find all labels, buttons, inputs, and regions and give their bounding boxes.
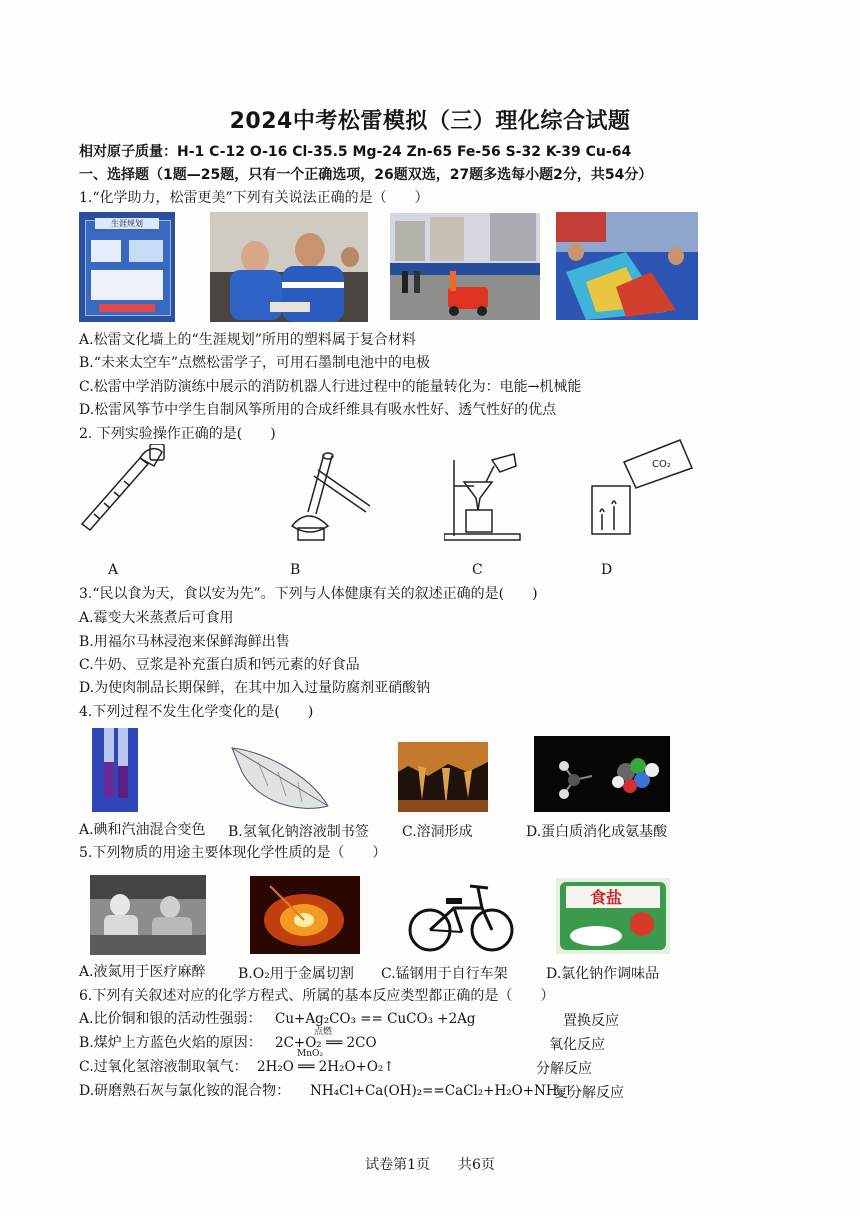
q4-photo-iodine bbox=[92, 728, 138, 812]
q1-option-d: D.松雷风筝节中学生自制风筝所用的合成纤维具有吸水性好、透气性好的优点 bbox=[79, 402, 557, 418]
q2-label-a: A bbox=[108, 562, 119, 578]
q1-photo-fire-drill bbox=[390, 213, 540, 320]
q4-photo-leaf bbox=[228, 742, 332, 816]
q1-option-b: B.“未来太空车”点燃松雷学子，可用石墨制电池中的电极 bbox=[79, 355, 431, 371]
q2-diagram-a bbox=[76, 444, 168, 536]
q2-diagram-c bbox=[444, 446, 524, 542]
q1-photo-kites bbox=[556, 212, 698, 320]
q3-stem: 3.“民以食为天，食以安为先”。下列与人体健康有关的叙述正确的是( ) bbox=[79, 586, 538, 602]
q5-photo-surgery bbox=[90, 875, 206, 955]
q6-row-c-desc: C.过氧化氢溶液制取氧气： bbox=[79, 1059, 248, 1075]
q2-diagram-b bbox=[284, 452, 370, 544]
q6-row-d-type: 复分解反应 bbox=[554, 1085, 624, 1101]
q3-option-b: B.用福尔马林浸泡来保鲜海鲜出售 bbox=[79, 634, 290, 650]
q5-option-c: C.锰钢用于自行车架 bbox=[381, 966, 508, 982]
q5-option-d: D.氯化钠作调味品 bbox=[546, 966, 660, 982]
q2-label-b: B bbox=[290, 562, 301, 578]
q6-row-b-condition: 点燃 bbox=[314, 1027, 333, 1037]
q4-photo-molecule bbox=[534, 736, 670, 812]
section-header: 一、选择题（1题—25题，只有一个正确选项，26题双选，27题多选每小题2分，共54分） bbox=[79, 167, 653, 183]
q1-option-c: C.松雷中学消防演练中展示的消防机器人行进过程中的能量转化为：电能→机械能 bbox=[79, 379, 582, 395]
q5-stem: 5.下列物质的用途主要体现化学性质的是（ ） bbox=[79, 845, 387, 861]
page-title: 2024中考松雷模拟（三）理化综合试题 bbox=[229, 109, 631, 134]
salt-package-text: 食盐 bbox=[590, 888, 623, 907]
q2-label-c: C bbox=[472, 562, 483, 578]
q6-row-b-desc: B.煤炉上方蓝色火焰的原因： bbox=[79, 1035, 262, 1051]
q5-option-b: B.O₂用于金属切割 bbox=[238, 966, 354, 982]
q2-stem: 2. 下列实验操作正确的是( ) bbox=[79, 426, 276, 442]
q3-option-a: A.霉变大米蒸煮后可食用 bbox=[79, 610, 234, 626]
q4-option-b: B.氢氧化钠溶液制书签 bbox=[228, 824, 369, 840]
q2-diagram-d bbox=[588, 434, 698, 540]
q4-option-a: A.碘和汽油混合变色 bbox=[79, 822, 206, 838]
q4-photo-cave bbox=[398, 742, 488, 812]
q5-option-a: A.液氮用于医疗麻醉 bbox=[79, 964, 206, 980]
q6-row-a-type: 置换反应 bbox=[563, 1013, 619, 1029]
atomic-mass-line: 相对原子质量：H-1 C-12 O-16 Cl-35.5 Mg-24 Zn-65 Fe-56 S-32 K-39 Cu-64 bbox=[79, 144, 632, 160]
q5-photo-cutting bbox=[250, 876, 360, 954]
q4-option-c: C.溶洞形成 bbox=[402, 824, 473, 840]
co2-label: CO₂ bbox=[652, 459, 671, 470]
q5-photo-salt bbox=[556, 878, 670, 954]
q2-label-d: D bbox=[601, 562, 613, 578]
q5-photo-bicycle bbox=[406, 874, 518, 958]
q6-row-c-condition: MnO₂ bbox=[297, 1049, 323, 1059]
q3-option-d: D.为使肉制品长期保鲜，在其中加入过量防腐剂亚硝酸钠 bbox=[79, 680, 431, 696]
q6-row-b-type: 氧化反应 bbox=[549, 1037, 605, 1053]
q6-row-c-equation: 2H₂O ══ 2H₂O+O₂↑ bbox=[257, 1059, 395, 1075]
q6-row-a-desc: A.比价铜和银的活动性强弱： bbox=[79, 1011, 262, 1027]
q6-row-a-equation: Cu+Ag₂CO₃ == CuCO₃ +2Ag bbox=[275, 1011, 476, 1027]
q4-option-d: D.蛋白质消化成氨基酸 bbox=[526, 824, 668, 840]
q1-photo-students bbox=[210, 212, 368, 322]
q1-option-a: A.松雷文化墙上的“生涯规划”所用的塑料属于复合材料 bbox=[79, 332, 416, 348]
q6-row-b-equation: 2C+O₂ ══ 2CO bbox=[275, 1035, 377, 1051]
q6-row-d-desc: D.研磨熟石灰与氯化铵的混合物： bbox=[79, 1083, 291, 1099]
page-footer: 试卷第1页 共6页 bbox=[365, 1157, 495, 1173]
q6-stem: 6.下列有关叙述对应的化学方程式、所属的基本反应类型都正确的是（ ） bbox=[79, 988, 555, 1004]
q1-photo-board bbox=[79, 212, 175, 322]
q1-stem: 1.“化学助力，松雷更美”下列有关说法正确的是（ ） bbox=[79, 190, 429, 206]
board-title: 生涯规划 bbox=[95, 218, 159, 229]
q4-stem: 4.下列过程不发生化学变化的是( ) bbox=[79, 704, 314, 720]
q6-row-d-equation: NH₄Cl+Ca(OH)₂==CaCl₂+H₂O+NH₃↑ bbox=[310, 1083, 575, 1099]
q3-option-c: C.牛奶、豆浆是补充蛋白质和钙元素的好食品 bbox=[79, 657, 360, 673]
q6-row-c-type: 分解反应 bbox=[536, 1061, 592, 1077]
